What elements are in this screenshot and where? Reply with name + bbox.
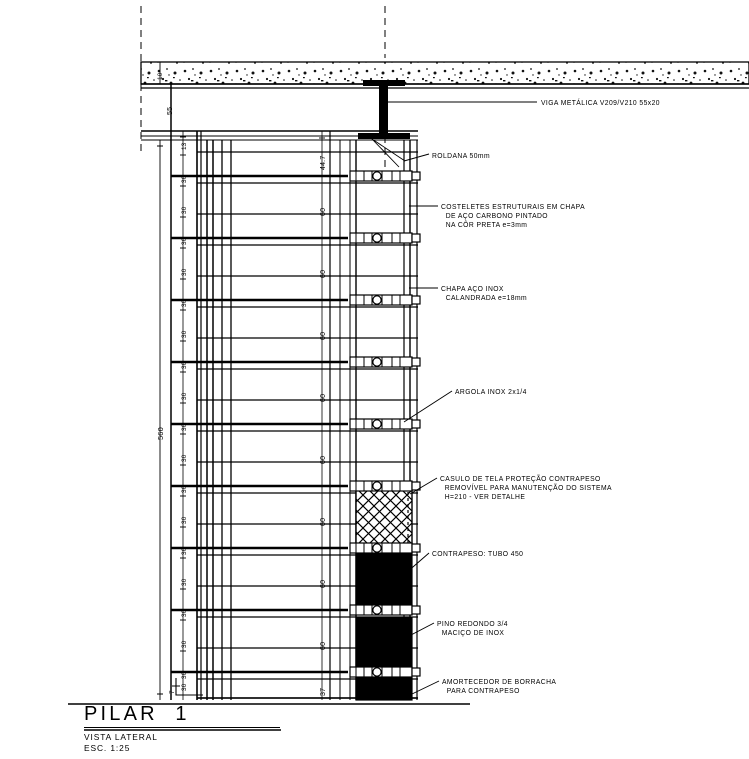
dim-left-0: 13 [181,142,188,150]
dim-left-9: 30 [181,423,188,431]
rung [171,171,420,181]
dim-slab-thickness: 10 [157,72,164,80]
rung [171,481,420,491]
center-dimension-chain [319,131,325,700]
dim-left-8: 30 [181,392,188,400]
leader-pino-redondo [409,623,434,636]
annotation-line: MACIÇO DE INOX [441,628,505,638]
annotation-amortecedor [442,677,556,695]
dim-left-15: 30 [181,609,188,617]
annotation-line: CASULO DE TELA PROTEÇÃO CONTRAPESO [440,474,601,483]
dim-center-3: 60 [320,331,327,340]
rung [171,543,420,553]
dim-center-6: 60 [320,517,327,526]
argola-ring [373,668,381,676]
argola-ring [373,544,381,552]
dim-center-4: 60 [320,393,327,402]
dim-left-4: 30 [181,268,188,276]
annotation-line: H=210 - VER DETALHE [444,492,526,502]
dim-left-16: 30 [181,640,188,648]
dim-left-6: 30 [181,330,188,338]
annotation-line: REMOVÍVEL PARA MANUTENÇÃO DO SISTEMA [444,483,612,493]
annotation-line: COSTELETES ESTRUTURAIS EM CHAPA [441,202,586,211]
argola-ring [373,172,381,180]
annotation-casulo-tela [440,474,612,502]
dim-center-1: 60 [320,207,327,216]
annotation-argola-inox [455,387,527,396]
rung [171,357,420,367]
annotation-line: VIGA METÁLICA V209/V210 55x20 [541,98,660,107]
dim-center-2: 60 [320,269,327,278]
dim-center-5: 60 [320,455,327,464]
annotation-line: CONTRAPESO: TUBO 450 [432,549,524,558]
title-rule [84,727,280,728]
overall-dimension-line [157,140,163,700]
leader-argola-inox [404,391,452,422]
annotation-line: DE AÇO CARBONO PINTADO [445,211,548,221]
annotation-line: ARGOLA INOX 2x1/4 [455,387,527,396]
view-label: VISTA LATERAL [84,732,158,742]
argola-ring [373,420,381,428]
steel-beam-hanger [358,80,410,139]
dim-left-10: 30 [181,454,188,462]
rung [171,605,420,615]
annotation-line: PINO REDONDO 3/4 [437,619,508,628]
annotation-line: CALANDRADA e=18mm [445,293,528,303]
dim-center-9: 37 [320,687,327,696]
annotation-line: NA CÔR PRETA e=3mm [445,220,528,230]
annotation-line: AMORTECEDOR DE BORRACHA [442,677,557,686]
argola-ring [373,296,381,304]
dim-center-8: 60 [320,641,327,650]
dim-left-7: 30 [181,361,188,369]
annotation-line: PARA CONTRAPESO [446,686,520,696]
dim-overall-height: 560 [156,427,165,440]
argola-ring [373,234,381,242]
dim-left-11: 30 [181,485,188,493]
annotation-roldana [432,151,490,160]
dim-left-2: 30 [181,206,188,214]
dim-left-12: 30 [181,516,188,524]
dim-left-5: 30 [181,299,188,307]
leader-amortecedor [412,681,439,694]
annotation-line: ROLDANA 50mm [432,151,491,160]
annotation-line: CHAPA AÇO INOX [441,284,504,293]
argola-ring [373,358,381,366]
dim-bottom-gap: 7 [169,690,176,694]
concrete-slab [141,62,749,88]
dim-center-0: 44.7 [320,155,327,170]
scale-label: ESC. 1:25 [84,742,131,753]
rung [171,295,420,305]
drawing-title: PILAR 1 [84,703,190,725]
annotation-viga-metalica [541,98,660,107]
rung [171,233,420,243]
dim-clear-height: 55 [167,106,174,115]
rung [171,419,420,429]
rung [171,667,420,677]
annotation-costeletes [441,202,585,230]
dim-left-17: 30 [181,671,188,679]
dim-left-18: 30 [181,683,188,691]
title-block [84,704,280,753]
annotation-contrapeso-tubo [432,549,523,558]
dim-left-14: 30 [181,578,188,586]
annotation-pino-redondo [437,619,508,637]
roldana-pulley [372,139,405,167]
dim-center-7: 60 [320,579,327,588]
dim-left-3: 30 [181,237,188,245]
dim-left-1: 30 [181,175,188,183]
annotation-chapa-aco-inox [441,284,527,302]
dim-left-13: 30 [181,547,188,555]
argola-ring [373,606,381,614]
argola-ring [373,482,381,490]
